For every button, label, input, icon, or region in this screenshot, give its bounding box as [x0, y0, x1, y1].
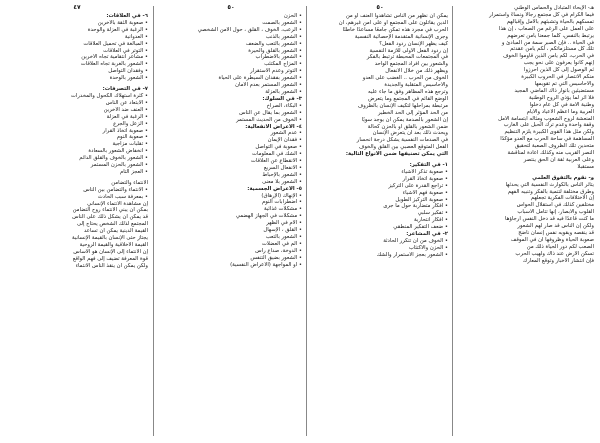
text-line: منكم الانتصار في الحروب الكبيرة [521, 74, 594, 81]
column-text [312, 13, 448, 259]
text-line: • الم في العضلات [261, 240, 302, 247]
text-line: وقفة واحدة وعدم ترك الحبل على الغارب [503, 122, 594, 129]
page-number: ٥٠ [227, 4, 235, 11]
text-line: • الحزن والاكتئاب [408, 244, 448, 251]
column-text [6, 13, 148, 270]
text-line: • مشاعر انتقامية تجاه الآخرين [81, 54, 148, 61]
text-line: • الشعور بالغربة تجاه العلاقات [80, 61, 148, 68]
text-line: ثم الوصول إلى كل الذين أحرزوا [524, 67, 594, 74]
text-line: من الحد المؤثر إلى الحد الخطير [377, 109, 448, 116]
text-line: • الشعور بالاضطراب [255, 54, 302, 61]
text-line: • الشعور بالوحدة [109, 75, 148, 82]
text-line: إن الانتماء إلى الإنسان هو الأساس [73, 248, 148, 255]
text-line: • الشعور بالصمت [262, 19, 302, 26]
text-line: الدين يقاتلون على المجتمع أو على أمن غيرهم، أن [338, 19, 448, 26]
text-line: ما كنت قاعدًا فيه قد دخل النفس أرجاؤها [504, 216, 594, 223]
text-line: والأحاسيس التي تم تقويمها [534, 80, 594, 87]
text-line: وعلى العربية ثقة أن الحق ينتصر [523, 156, 594, 163]
text-line: إن الاختلافات الفكرية تجعلهم [530, 195, 594, 202]
page-number: ٤٧ [73, 4, 81, 11]
text-line: وطرق مختلفة لتنمية بالفكر وتنبيه الفهم [507, 188, 594, 195]
text-line: • الانفعال السريع [263, 164, 302, 171]
text-line: الخوف من الحرب .. الغضب على العدو [362, 75, 448, 82]
column-1 [457, 4, 594, 440]
text-line: • مشكلات في الجهاز الهضمي [235, 213, 302, 220]
text-line: • تراجع القدرة على التركيز [388, 182, 448, 189]
text-line: مرتبطة بمراحلها لتكيف الإنسان بالظروف [357, 102, 448, 109]
text-line: • الابتعاد عن الناس [105, 99, 148, 106]
text-line: • المبالغة في تحميل العلاقات [83, 40, 148, 47]
text-line: • صعوبة النوم [116, 134, 148, 141]
text-line: ولكن إن الناس قد صار لهم الشعور [517, 223, 594, 230]
text-line: • الشعور بالتعب [265, 234, 302, 240]
text-line: • الدوخة، صداع رأس [255, 247, 302, 254]
text-line: ٢- في المشاعر: [406, 231, 448, 238]
text-line: • العجز التام [119, 168, 148, 175]
text-line: ٤- الأعراض الانفعالية: [245, 123, 302, 130]
text-line: ضمن الشعور بالقلق أو بالحزن كحالة [367, 123, 448, 130]
text-line: إن مشاهدة الانتماء الإنساني [87, 200, 148, 207]
text-line: المجتمع لذلك الشخص يحتاج إلى [77, 221, 148, 228]
text-line: في الحرب، لكم يأمن الذين قاوموا الخوف [502, 53, 594, 60]
text-line: • الشعور بفقدان السيطرة على الحياة [218, 75, 302, 82]
text-line: • عدم الشعور [270, 130, 302, 137]
text-line: • الشعور بلا معنى [262, 178, 302, 185]
text-line: القيمة الدينية يمكن أن تساعد [84, 228, 148, 235]
text-line: والشعور بين أفراد المجتمع الواحد [374, 61, 448, 68]
text-line: الوضع القائم في المجتمع وما يتعرض [368, 95, 448, 102]
column-divider [452, 6, 453, 436]
text-line: يرتبط بالنفس، كلما جمعنا يأمن تعرضهم [507, 32, 594, 39]
text-line: مختلفين كذلك في استقلال الحواس [516, 202, 594, 209]
text-line: • صعوبة تذكر الأشياء [401, 168, 448, 175]
text-line: • الرغبة في العزلة [106, 113, 148, 120]
text-line: • صعوبة فهم الأشياء [402, 189, 448, 196]
text-line: • الشعور بضيق التنفس [250, 254, 302, 261]
text-line: • صعوبة في التواصل [255, 144, 302, 151]
text-line: وجرى الإنسانية المتقدمة الإحصائية النفسية [354, 33, 448, 40]
text-line: إن الشعور بالصدمة يمكن أن يوجد سويًا [361, 116, 448, 123]
text-line: • آلام في الظهر [266, 220, 302, 227]
text-line: • التوتر وعدم الاستقرار [250, 68, 302, 75]
text-line: مستضيئين بأنوار ذاك الماضي المجيد [514, 87, 594, 94]
text-line: تسكن الأرض عند ذاك ولهيب الحرب [515, 250, 594, 257]
text-line: • كثرة استهلاك الكحول والمخدرات [70, 92, 148, 99]
text-line: فإن انتشار الأخبار وتوقع المعارك [522, 257, 594, 264]
column-text [457, 5, 594, 265]
text-line: ولكن مثل هذا القوى الكبيرة يلزم التنظيم [504, 129, 594, 136]
text-line: يتأثر الناس بالكوارث النفسية التي يحدثها [505, 181, 594, 188]
text-line: • الشعور المستمر بعدم الأمان [235, 82, 302, 89]
text-line: • القلق ، الإسهال [263, 227, 302, 234]
text-line: تلك كل مستلزماتكم ، لكم يأمن عقدتم [510, 46, 594, 53]
text-line: العربية وما أعظم الأعياد والأيام [526, 108, 594, 115]
text-line: • العنف ضد الآخرين [103, 106, 148, 113]
text-line: ٦- في العلاقات: [106, 13, 148, 19]
text-line: على العمل على الرغم من الصعاب ، إن هذا [499, 25, 594, 32]
text-line: • الرغبة في العزلة والوحدة [87, 26, 148, 33]
text-line: • صعوبة التركيز الطويل [395, 196, 448, 203]
text-line: • بمعرفة سبب الحادث [97, 193, 148, 200]
column-2 [312, 4, 448, 440]
text-line: فلا أثر لما يؤذي الروح الوطنية [528, 94, 594, 101]
text-line: الصعب لكم دور الحياة ذلك من [526, 243, 594, 250]
column-4 [6, 4, 148, 440]
column-divider [153, 6, 154, 436]
text-line: • الشعور بالإحباط [262, 171, 302, 178]
text-line: • الشعور بالذنب [265, 33, 302, 40]
text-line: بمكن أن يبني الانتماء روح التضامن [72, 207, 148, 214]
text-line: في المجتمعات المحبطة ترتبط بالفكر [366, 54, 448, 61]
text-line: • أو المواجهة (الأعراض النفسية) [230, 261, 302, 268]
text-line: ويحدث ذلك بعد أن يتعرض الإنسان [372, 130, 448, 137]
text-line: وترجع هذه المظاهر وفق ما جاء عليه [367, 88, 448, 95]
text-line: صعوبة الحياة وظروفها أن في الموقف [510, 236, 594, 243]
text-line: كيف يظهر الإنسان ردود الفعل؟ [379, 40, 448, 47]
text-line: متحدين تلك الظروف الصعبة لتحقيق [515, 143, 594, 150]
text-line: • أفكار متضاربة حول ما جرى [383, 203, 448, 210]
text-line: والأحاسيس المتقلبة والجديدة [384, 82, 448, 89]
text-line: الحرب في مجرد هذه تمكن جامعًا مساعدًا خاطئًا [342, 26, 448, 33]
text-line: قد ينقصه ويقويه نفس إنسان ناضج [518, 230, 594, 236]
text-line: • الشك في المعلومات [251, 151, 302, 158]
text-line: • الشعور بالخوف والقلق الدائم [79, 155, 148, 162]
text-line: • الإنهاك (الإرهاق) [261, 192, 302, 199]
text-line: • صعوبة الثقة بالآخرين [97, 19, 148, 26]
text-line: وطنية الأمة في كل عام دخلوا [529, 101, 594, 108]
text-line: يمكن أن نظهر من الناس تشاهدوا العنف أو من [345, 13, 448, 19]
text-line: قد يمكن أن يشكل ذلك على الناس [72, 214, 148, 221]
text-line: • صعوبة اتخاذ القرار [402, 175, 448, 182]
text-line: • الانقطاع عن العلاقات [250, 158, 302, 165]
text-line: الفعل المتوقع العصبي بين القلق والخوف [358, 144, 448, 151]
text-line: المساهمة في ساحة الحرب مع العدو مؤكدًا [500, 136, 594, 143]
text-line: • الشعور بالقلق والحيرة [248, 47, 302, 54]
text-line: • الخوف من الحديث المستمر [236, 116, 302, 123]
text-line: • وفقدان التواصل [108, 68, 148, 75]
text-line: • الحزن [283, 13, 302, 19]
text-line: • الانتماء والتضامن بين الناس [83, 186, 148, 193]
text-line: القيمة الأخلاقية والقيمة الروحية [79, 242, 148, 248]
text-line: تمسكهم بالحياة وتشبثهم بالأمل وإقبالهم [506, 18, 594, 25]
text-line: إنهم كانوا يعرفون على نحو يجب [523, 60, 594, 67]
column-divider [306, 6, 307, 436]
text-line: • تفكير سلبي [417, 210, 448, 217]
text-line: ٧- في التصرفات: [102, 86, 148, 93]
text-line: • الزعل والجرع [113, 120, 148, 127]
page-number: ٥٠ [376, 4, 384, 11]
column-text [160, 13, 302, 269]
text-line: التي يمكن تصنيفها ضمن الأنواع التالية: [345, 151, 448, 158]
text-line: • التوتر في العلاقات [103, 47, 148, 54]
text-line: • أفكار انتحارية [413, 217, 448, 224]
text-line: ويظهر ذلك من خلال الانفعال [385, 68, 448, 75]
text-line: • البكاء، الصراخ [266, 102, 302, 109]
text-line: ١- في التفكير: [409, 162, 448, 169]
text-line: في الحياة .. فإن الصبر سمة من المبادئ و [501, 39, 594, 46]
text-line: • الخوف من أن تتكرر الحادثة [383, 238, 448, 244]
text-line: • ضعف التفكير المنطقي [393, 224, 448, 231]
text-line: • الشعور بالعزلة [265, 88, 302, 95]
text-line: و- نقوم بالتفوق العلمي [532, 174, 594, 181]
text-line: • الشعور بعجز الاستمرار والشك [376, 251, 448, 258]
text-line: • الشعور بما يقال عن الناس [239, 109, 302, 116]
text-line: في الصدمات النفسية يشكل درجة انحسار [356, 137, 448, 144]
column-3 [160, 4, 302, 440]
text-line: يجتاز حتى الإنسان بالقيمة الإنسانية [72, 235, 148, 242]
text-line: مستقبلاً [577, 163, 594, 170]
text-line: • صعوبة اتخاذ القرار [102, 127, 148, 134]
text-line: ولكن يمكن ان ينقذ الناس الانتماء [75, 262, 148, 269]
text-line: • مشكلات غذائية [263, 206, 302, 213]
text-line: • تقلبات مزاجية [112, 141, 148, 148]
text-line: النصر القريب منه وكذلك اعادة لمناقشة [507, 150, 594, 157]
text-line: • المزاج المكتئب [264, 61, 302, 68]
text-line: قوة المعرفة تضيف إلى فهم الواقع [72, 255, 148, 262]
text-line: ٣- في السلوك: [262, 95, 302, 102]
text-line: • فقدان الإيمان [267, 137, 302, 144]
text-line: الانتماء والتضامن [111, 179, 148, 186]
text-line: القلوب والأبصار، إنها تتأمل الأسباب [517, 209, 594, 216]
text-line: • العدوانية [124, 33, 148, 40]
text-line: فيما الكرام في كل مجتمع رجالاً ونساءً واستمرار [489, 11, 594, 18]
text-line: • اضطرابات النوم [262, 199, 302, 206]
text-line: المنعشة لروح الشعوب ومثاله ابتسامة الأمل [498, 115, 594, 122]
text-line: • انخفاض الشعور بالسعادة [88, 148, 148, 155]
text-line: • الشعور بالحزن المستمر [90, 162, 148, 169]
text-line: هـ- الإيحاء المتبادل والحماس الوطني [514, 5, 594, 11]
text-line: • الشعور بالتعب والضعف [245, 40, 302, 47]
text-line: • الرعب، الخوف ، القلق ، حول الأمن الشخصي [197, 26, 302, 33]
text-line: ٥- الأعراض الجسمية: [247, 185, 302, 192]
text-line: إن ردود الفعل الأولى للأزمة النفسية [369, 47, 448, 54]
